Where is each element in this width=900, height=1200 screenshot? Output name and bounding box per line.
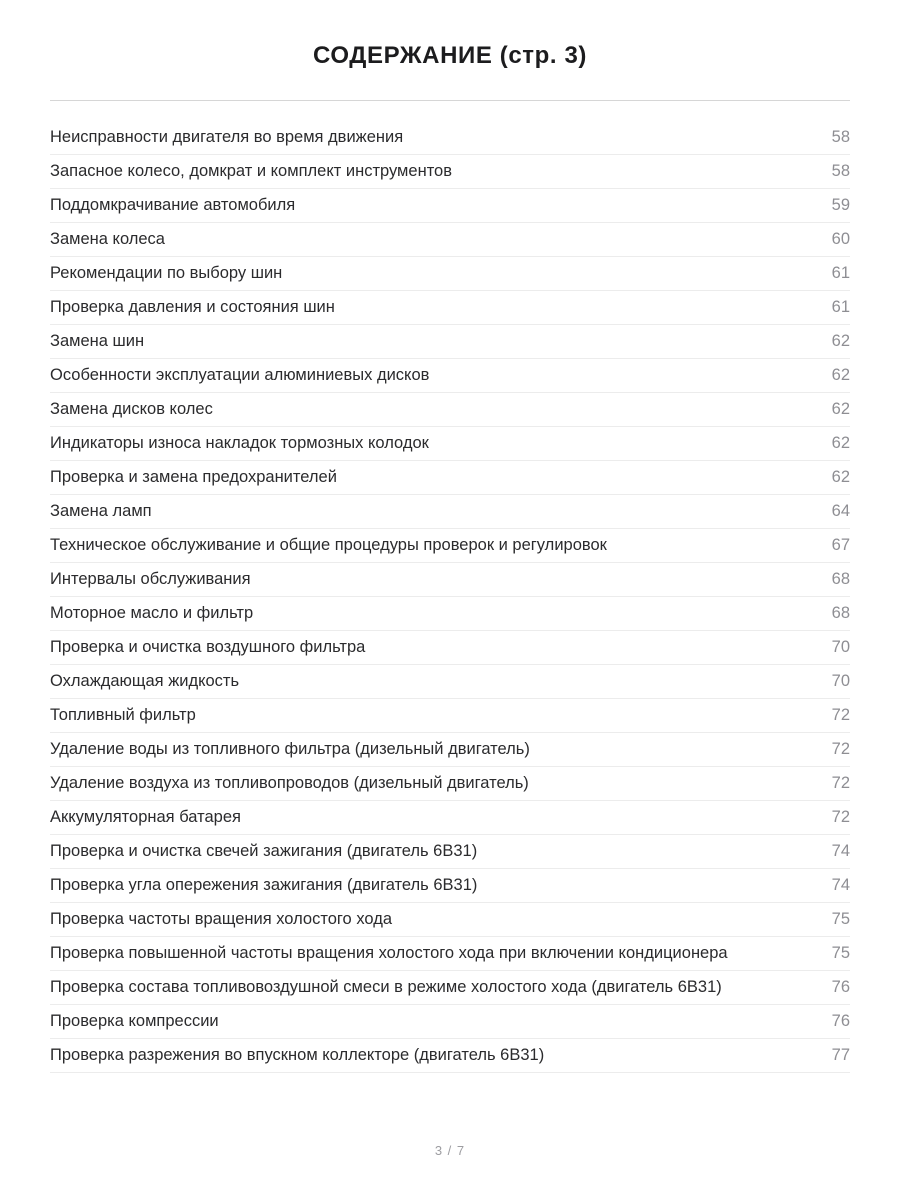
toc-entry-title: Индикаторы износа накладок тормозных колодок <box>50 434 429 452</box>
toc-entry-page: 64 <box>831 502 850 520</box>
toc-entry-page: 60 <box>831 230 850 248</box>
toc-entry[interactable] <box>50 529 850 563</box>
toc-entry-page: 58 <box>831 128 850 146</box>
toc-entry-page: 72 <box>831 774 850 792</box>
toc-entry[interactable] <box>50 189 850 223</box>
toc-entry-title: Интервалы обслуживания <box>50 570 251 588</box>
toc-entry-title: Моторное масло и фильтр <box>50 604 254 622</box>
toc-entry-title: Замена дисков колес <box>50 400 213 418</box>
toc-entry-page: 61 <box>831 264 850 282</box>
toc-entry[interactable] <box>50 359 850 393</box>
toc-entry-page: 70 <box>831 638 850 656</box>
toc-entry[interactable] <box>50 257 850 291</box>
toc-entry-page: 72 <box>831 740 850 758</box>
toc-entry[interactable] <box>50 699 850 733</box>
toc-entry[interactable] <box>50 393 850 427</box>
toc-entry-title: Замена шин <box>50 332 145 350</box>
toc-entry-title: Замена ламп <box>50 502 152 520</box>
toc-entry[interactable] <box>50 155 850 189</box>
toc-entry-page: 59 <box>831 196 850 214</box>
toc-entry-page: 62 <box>831 366 850 384</box>
toc-entry-page: 74 <box>831 876 850 894</box>
toc-entry-page: 75 <box>831 944 850 962</box>
toc-entry-page: 76 <box>831 1012 850 1030</box>
toc-entry[interactable] <box>50 495 850 529</box>
toc-entry[interactable] <box>50 121 850 155</box>
toc-entry-title: Особенности эксплуатации алюминиевых дисков <box>50 366 430 384</box>
toc-entry[interactable] <box>50 223 850 257</box>
toc-entry-page: 77 <box>831 1046 850 1064</box>
toc-entry[interactable] <box>50 1039 850 1073</box>
toc-entry-title: Проверка компрессии <box>50 1012 219 1030</box>
toc-entry[interactable] <box>50 665 850 699</box>
toc-entry-title: Проверка и замена предохранителей <box>50 468 337 486</box>
toc-entry-page: 72 <box>831 808 850 826</box>
toc-entry-title: Проверка частоты вращения холостого хода <box>50 910 392 928</box>
toc-entry-page: 62 <box>831 400 850 418</box>
toc-entry-page: 68 <box>831 604 850 622</box>
toc-entry-title: Проверка и очистка свечей зажигания (двигатель 6В31) <box>50 842 478 860</box>
toc-entry[interactable] <box>50 869 850 903</box>
toc-entry-title: Проверка разрежения во впускном коллекторе (двигатель 6В31) <box>50 1046 545 1064</box>
toc-entry[interactable] <box>50 835 850 869</box>
toc-list <box>50 121 850 1073</box>
title-divider <box>50 100 850 101</box>
toc-entry-title: Охлаждающая жидкость <box>50 672 240 690</box>
toc-entry[interactable] <box>50 563 850 597</box>
toc-entry-page: 75 <box>831 910 850 928</box>
toc-entry-title: Проверка угла опережения зажигания (двигатель 6В31) <box>50 876 478 894</box>
toc-entry-page: 58 <box>831 162 850 180</box>
toc-entry-page: 76 <box>831 978 850 996</box>
toc-entry[interactable] <box>50 937 850 971</box>
toc-entry-page: 70 <box>831 672 850 690</box>
toc-entry-title: Замена колеса <box>50 230 165 248</box>
toc-entry-title: Рекомендации по выбору шин <box>50 264 283 282</box>
toc-entry[interactable] <box>50 1005 850 1039</box>
toc-entry-title: Проверка и очистка воздушного фильтра <box>50 638 366 656</box>
page-indicator: 3 / 7 <box>434 1143 466 1158</box>
toc-entry-page: 61 <box>831 298 850 316</box>
toc-entry-page: 72 <box>831 706 850 724</box>
toc-entry[interactable] <box>50 903 850 937</box>
toc-entry-title: Проверка повышенной частоты вращения холостого хода при включении кондиционера <box>50 944 728 962</box>
toc-entry[interactable] <box>50 767 850 801</box>
toc-entry-page: 74 <box>831 842 850 860</box>
toc-entry-title: Проверка давления и состояния шин <box>50 298 335 316</box>
toc-entry[interactable] <box>50 291 850 325</box>
toc-entry-page: 62 <box>831 332 850 350</box>
toc-entry-title: Проверка состава топливовоздушной смеси в режиме холостого хода (двигатель 6В31) <box>50 978 722 996</box>
toc-entry-title: Удаление воздуха из топливопроводов (дизельный двигатель) <box>50 774 529 792</box>
toc-entry-title: Аккумуляторная батарея <box>50 808 241 826</box>
toc-entry-title: Запасное колесо, домкрат и комплект инструментов <box>50 162 453 180</box>
toc-entry-title: Неисправности двигателя во время движения <box>50 128 404 146</box>
toc-entry-title: Удаление воды из топливного фильтра (дизельный двигатель) <box>50 740 530 758</box>
toc-entry-page: 62 <box>831 434 850 452</box>
toc-entry[interactable] <box>50 461 850 495</box>
toc-entry-page: 68 <box>831 570 850 588</box>
toc-entry-title: Поддомкрачивание автомобиля <box>50 196 296 214</box>
toc-entry-title: Топливный фильтр <box>50 706 196 724</box>
toc-entry[interactable] <box>50 801 850 835</box>
page-title: СОДЕРЖАНИЕ (стр. 3) <box>313 42 587 69</box>
toc-entry[interactable] <box>50 971 850 1005</box>
toc-entry-page: 62 <box>831 468 850 486</box>
toc-entry-title: Техническое обслуживание и общие процедуры проверок и регулировок <box>50 536 607 554</box>
toc-entry-page: 67 <box>831 536 850 554</box>
toc-entry[interactable] <box>50 597 850 631</box>
toc-entry[interactable] <box>50 733 850 767</box>
toc-entry[interactable] <box>50 325 850 359</box>
toc-entry[interactable] <box>50 427 850 461</box>
toc-entry[interactable] <box>50 631 850 665</box>
